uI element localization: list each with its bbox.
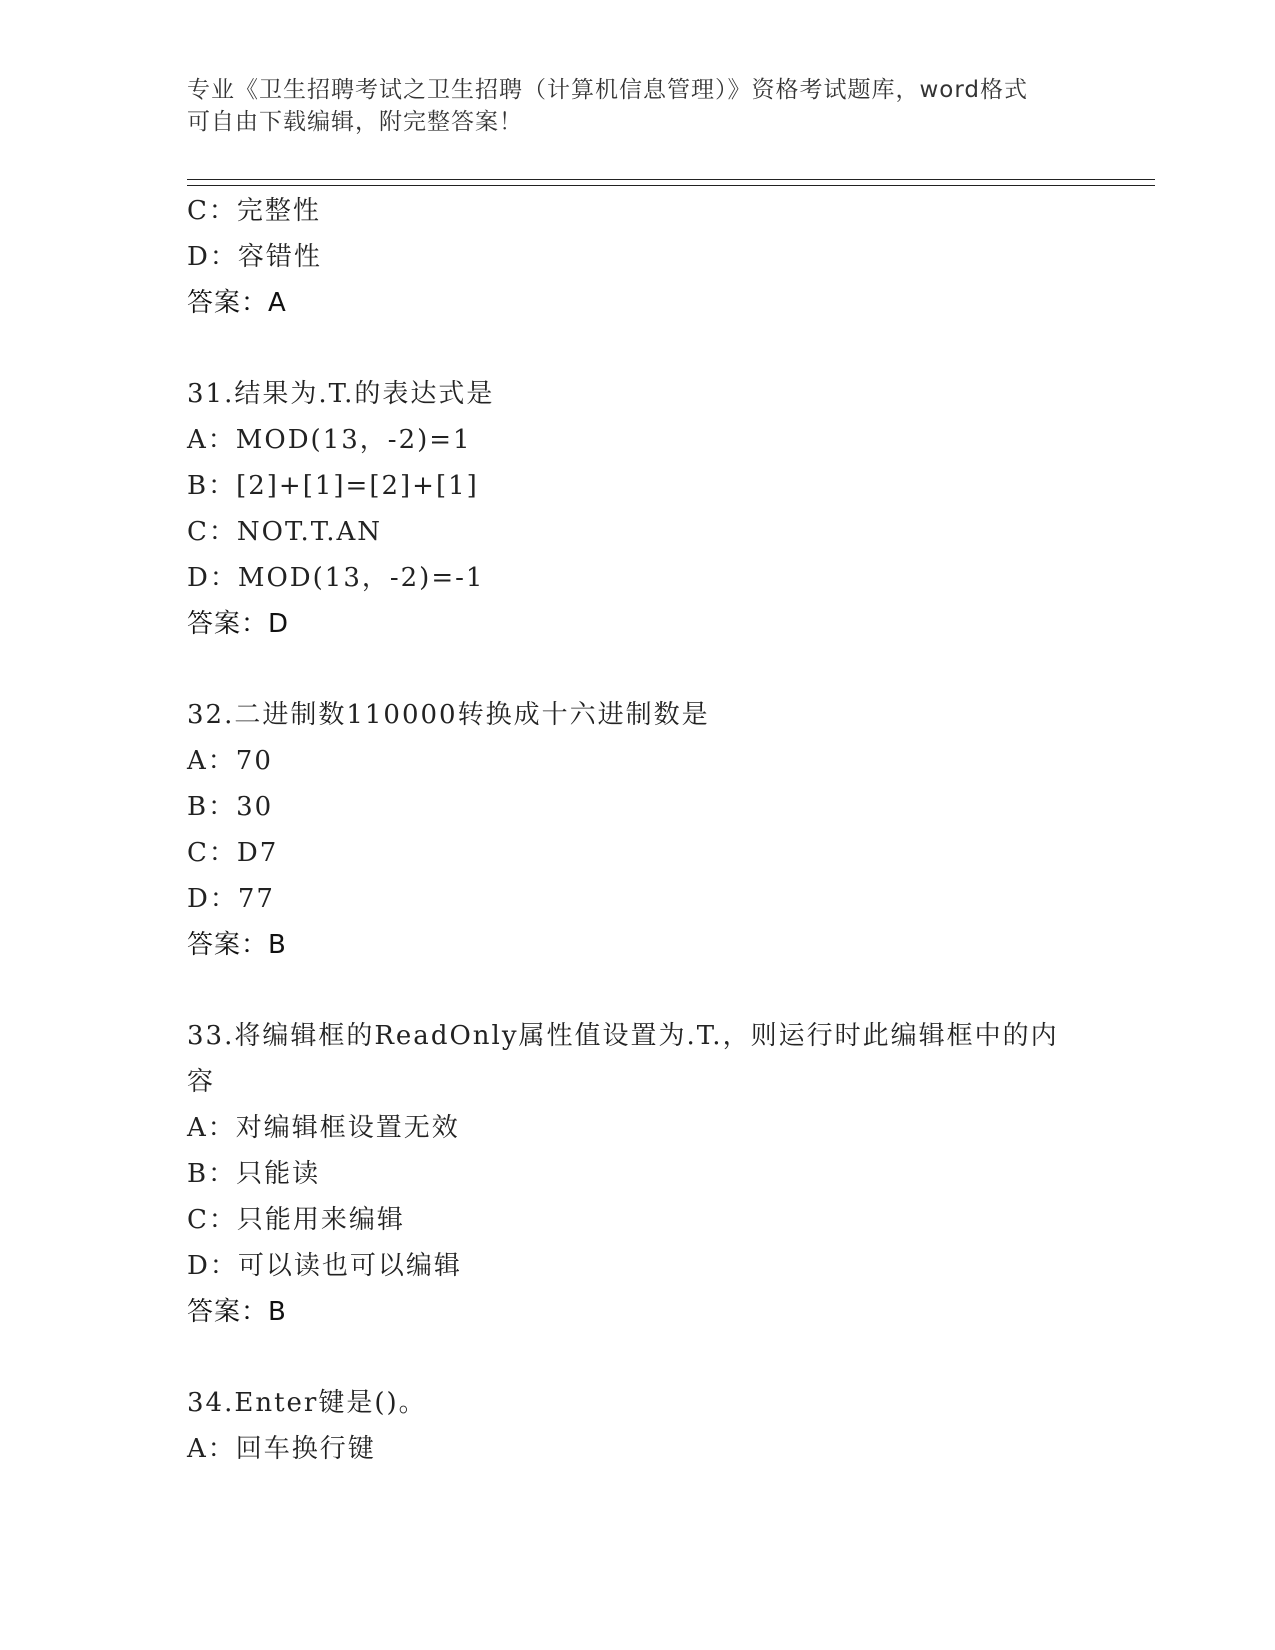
question-stem-line-1: 33.将编辑框的ReadOnly属性值设置为.T.，则运行时此编辑框中的内 — [187, 1021, 1059, 1051]
question-stem: 31.结果为.T.的表达式是 — [187, 379, 495, 409]
question-31 — [187, 371, 1087, 647]
question-32 — [187, 692, 1087, 968]
option-c: C：只能用来编辑 — [187, 1205, 405, 1235]
option-b: B：[2]+[1]=[2]+[1] — [187, 471, 479, 501]
option-b: B：只能读 — [187, 1159, 321, 1189]
option-a: A：70 — [187, 746, 273, 776]
question-33 — [187, 1013, 1087, 1335]
option-c: C：完整性 — [187, 196, 321, 226]
question-stem-line-2: 容 — [187, 1067, 216, 1097]
document-body — [187, 188, 1087, 1472]
option-d: D：MOD(13，-2)=-1 — [187, 563, 485, 593]
option-c: C：D7 — [187, 838, 279, 868]
option-a: A：MOD(13，-2)=1 — [187, 425, 472, 455]
option-d: D：可以读也可以编辑 — [187, 1251, 462, 1281]
header-double-rule — [187, 179, 1155, 186]
option-a: A：回车换行键 — [187, 1434, 376, 1464]
question-30-tail — [187, 188, 1087, 326]
answer-line: 答案：B — [187, 1297, 287, 1327]
spacer — [187, 326, 1087, 371]
answer-line: 答案：B — [187, 930, 287, 960]
answer-line: 答案：D — [187, 609, 290, 639]
page-header — [187, 74, 1067, 138]
header-line-2: 可自由下载编辑，附完整答案！ — [187, 109, 523, 135]
question-stem: 32.二进制数110000转换成十六进制数是 — [187, 700, 710, 730]
spacer — [187, 968, 1087, 1013]
question-34 — [187, 1380, 1087, 1472]
option-d: D：容错性 — [187, 242, 322, 272]
question-stem: 34.Enter键是()。 — [187, 1388, 427, 1418]
answer-line: 答案：A — [187, 288, 287, 318]
spacer — [187, 1335, 1087, 1380]
option-b: B：30 — [187, 792, 274, 822]
option-d: D：77 — [187, 884, 275, 914]
spacer — [187, 647, 1087, 692]
header-line-1: 专业《卫生招聘考试之卫生招聘（计算机信息管理）》资格考试题库，word格式 — [187, 77, 1029, 103]
option-a: A：对编辑框设置无效 — [187, 1113, 460, 1143]
option-c: C：NOT.T.AN — [187, 517, 383, 547]
